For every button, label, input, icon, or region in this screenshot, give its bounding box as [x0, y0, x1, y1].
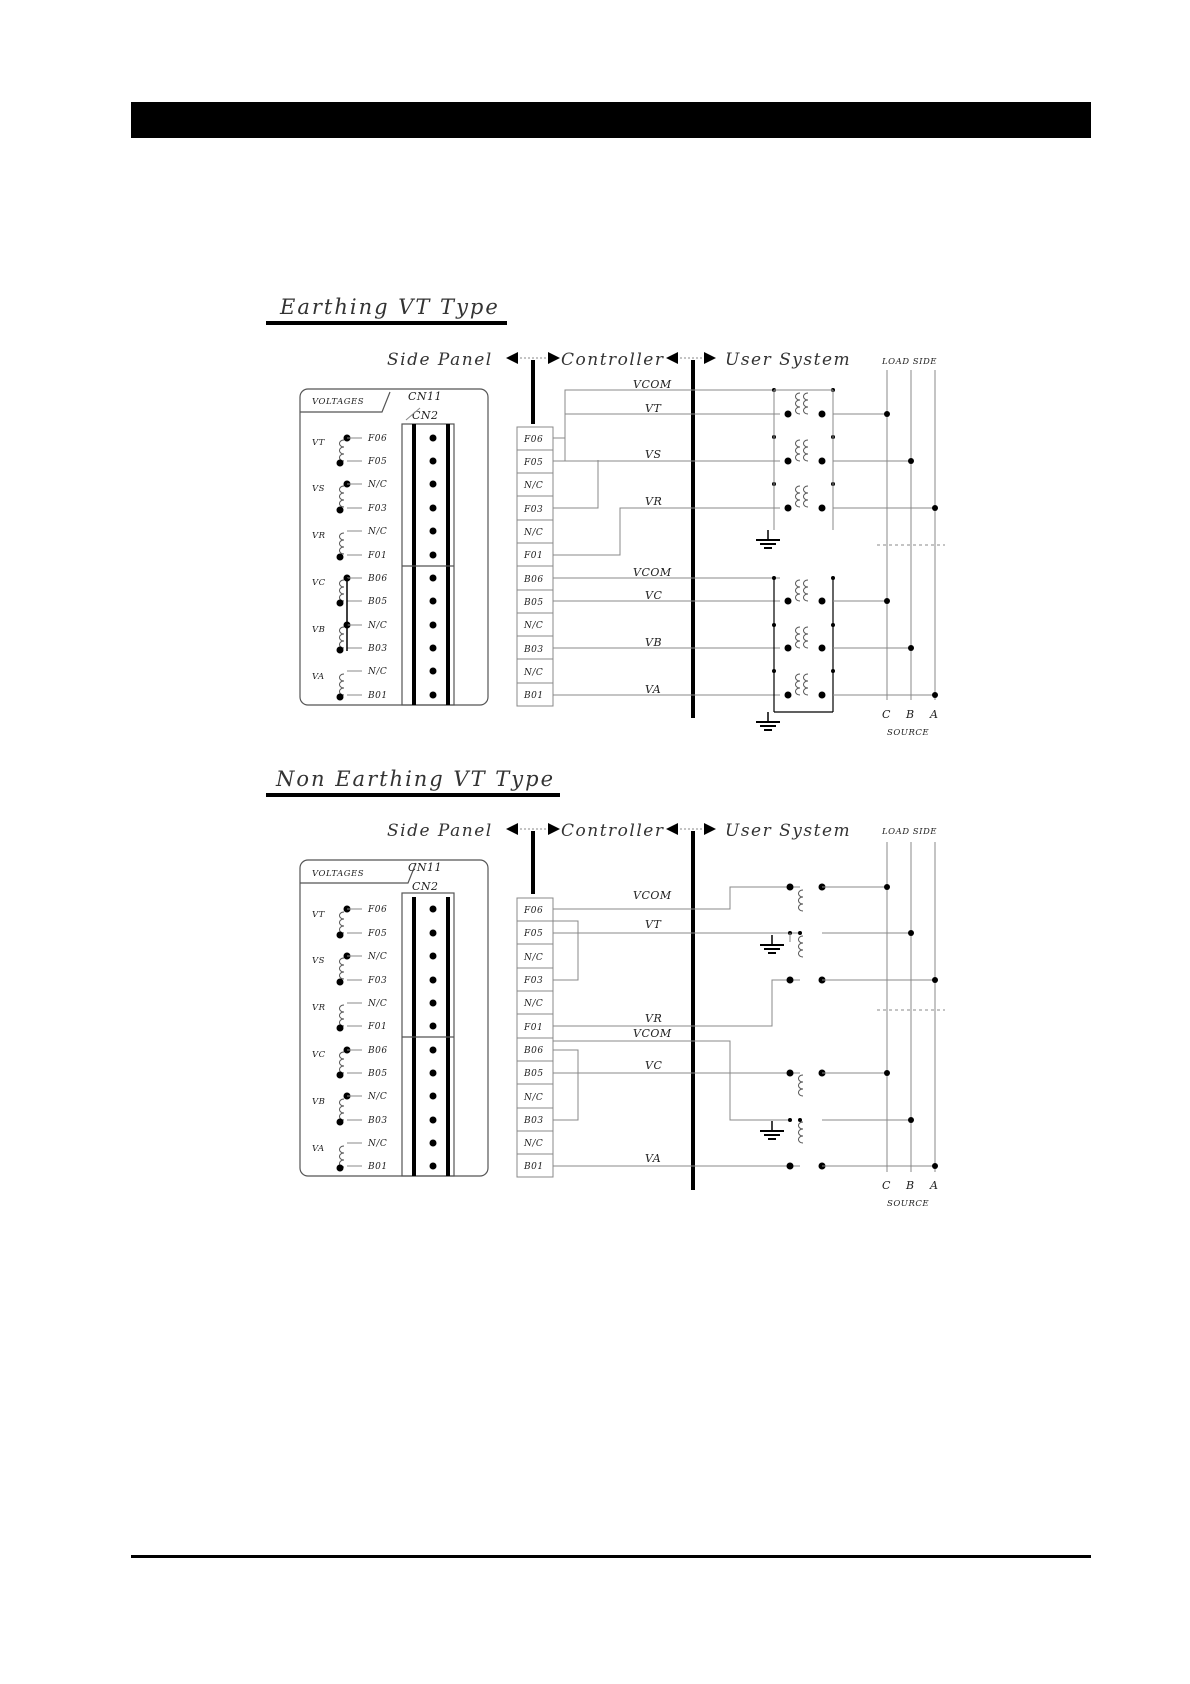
connector-bottom-label: CN2 [412, 880, 439, 893]
signal-label: VCOM [633, 1027, 672, 1040]
controller-terminal: F01 [524, 1023, 544, 1033]
signal-label: VA [645, 683, 662, 696]
load-side-label: LOAD SIDE [882, 827, 937, 837]
controller-terminal: B03 [524, 1116, 544, 1126]
panel-terminal: F05 [368, 457, 388, 467]
group-label-vs: VS [312, 484, 325, 494]
group-label-vs: VS [312, 956, 325, 966]
controller-terminal: N/C [524, 668, 544, 678]
group-label-vc: VC [312, 578, 326, 588]
signal-label: VR [645, 1012, 663, 1025]
panel-terminal: F01 [368, 1022, 388, 1032]
phase-label-c: C [882, 1179, 891, 1192]
phase-lines [833, 370, 945, 700]
controller-terminal: B06 [524, 1046, 544, 1056]
arrow-left-icon [666, 352, 678, 364]
controller-terminal: N/C [524, 528, 544, 538]
controller-terminal: N/C [524, 1139, 544, 1149]
panel-terminal: F03 [368, 504, 388, 514]
arrow-left-icon [666, 823, 678, 835]
panel-terminal: B05 [368, 1069, 388, 1079]
signal-wires [553, 390, 780, 695]
arrow-right-icon [704, 823, 716, 835]
phase-label-c: C [882, 708, 891, 721]
panel-terminal: B06 [368, 1046, 388, 1056]
phase-label-b: B [906, 1179, 915, 1192]
side-panel-header: Side Panel [387, 350, 493, 370]
signal-label: VCOM [633, 378, 672, 391]
group-label-vc: VC [312, 1050, 326, 1060]
controller-header: Controller [561, 821, 665, 841]
arrow-right-icon [548, 352, 560, 364]
controller-terminal: F05 [524, 458, 544, 468]
source-label: SOURCE [887, 728, 930, 738]
controller-terminal-block [517, 898, 553, 1177]
panel-terminal: B03 [368, 644, 388, 654]
controller-terminal: F06 [524, 435, 544, 445]
panel-terminal: N/C [368, 621, 388, 631]
arrow-right-icon [704, 352, 716, 364]
ground-icon [760, 935, 784, 953]
phase-label-a: A [930, 708, 939, 721]
group-label-vb: VB [312, 1097, 326, 1107]
panel-terminal: N/C [368, 999, 388, 1009]
signal-label: VC [645, 589, 663, 602]
page-footer-rule [131, 1555, 1091, 1558]
signal-label: VT [645, 918, 662, 931]
voltages-label: VOLTAGES [312, 869, 365, 879]
arrow-left-icon [506, 352, 518, 364]
controller-terminal: B05 [524, 1069, 544, 1079]
controller-terminal: F03 [524, 505, 544, 515]
load-side-label: LOAD SIDE [882, 357, 937, 367]
controller-terminal: N/C [524, 1093, 544, 1103]
signal-label: VCOM [633, 889, 672, 902]
controller-terminal: B06 [524, 575, 544, 585]
panel-terminal: N/C [368, 480, 388, 490]
panel-terminal: B01 [368, 1162, 388, 1172]
signal-label: VC [645, 1059, 663, 1072]
user-system-header: User System [725, 821, 852, 841]
section-title: Non Earthing VT Type [276, 767, 556, 791]
non-earthing-vt-section [266, 767, 945, 1209]
phase-lines [822, 842, 945, 1172]
controller-terminal: B05 [524, 598, 544, 608]
panel-terminal: N/C [368, 1092, 388, 1102]
ground-icon [760, 1121, 784, 1139]
controller-terminal: B03 [524, 645, 544, 655]
group-label-vr: VR [312, 531, 326, 541]
panel-terminal: N/C [368, 1139, 388, 1149]
signal-wires [553, 887, 800, 1166]
controller-terminal: N/C [524, 621, 544, 631]
group-label-vr: VR [312, 1003, 326, 1013]
connector-top-label: CN11 [408, 390, 443, 403]
voltages-panel [300, 389, 488, 705]
controller-header: Controller [561, 350, 665, 370]
signal-label: VT [645, 402, 662, 415]
phase-label-a: A [930, 1179, 939, 1192]
panel-terminal: B03 [368, 1116, 388, 1126]
controller-terminal: N/C [524, 999, 544, 1009]
ground-icon [756, 712, 780, 730]
section-title: Earthing VT Type [280, 295, 500, 319]
connector-bottom-label: CN2 [412, 409, 439, 422]
panel-terminal: B05 [368, 597, 388, 607]
ground-icon [756, 530, 780, 548]
controller-terminal: B01 [524, 1162, 544, 1172]
arrow-right-icon [548, 823, 560, 835]
group-label-va: VA [312, 1144, 325, 1154]
signal-label: VB [645, 636, 663, 649]
controller-terminal: F06 [524, 906, 544, 916]
connector-top-label: CN11 [408, 861, 443, 874]
earthing-vt-section [266, 295, 945, 738]
panel-terminal: N/C [368, 667, 388, 677]
controller-terminal-block [517, 427, 553, 706]
group-label-vt: VT [312, 438, 325, 448]
signal-label: VCOM [633, 566, 672, 579]
controller-terminal: N/C [524, 481, 544, 491]
controller-terminal: N/C [524, 953, 544, 963]
panel-terminal: F06 [368, 905, 388, 915]
signal-label: VS [645, 448, 662, 461]
source-label: SOURCE [887, 1199, 930, 1209]
user-system-header: User System [725, 350, 852, 370]
group-label-va: VA [312, 672, 325, 682]
voltages-panel [300, 860, 488, 1176]
phase-label-b: B [906, 708, 915, 721]
panel-coils [337, 906, 363, 1172]
controller-terminal: F05 [524, 929, 544, 939]
panel-terminal: F06 [368, 434, 388, 444]
panel-coils [337, 435, 363, 701]
group-label-vt: VT [312, 910, 325, 920]
signal-label: VR [645, 495, 663, 508]
panel-terminal: N/C [368, 527, 388, 537]
vt-transformers [787, 884, 826, 1170]
vt-transformers [772, 388, 835, 712]
arrow-left-icon [506, 823, 518, 835]
signal-label: VA [645, 1152, 662, 1165]
side-panel-header: Side Panel [387, 821, 493, 841]
controller-terminal: F01 [524, 551, 544, 561]
panel-terminal: N/C [368, 952, 388, 962]
panel-terminal: B01 [368, 691, 388, 701]
panel-terminal: F03 [368, 976, 388, 986]
panel-terminal: F05 [368, 929, 388, 939]
voltages-label: VOLTAGES [312, 397, 365, 407]
panel-terminal: B06 [368, 574, 388, 584]
controller-terminal: B01 [524, 691, 544, 701]
panel-terminal: F01 [368, 551, 388, 561]
controller-terminal: F03 [524, 976, 544, 986]
group-label-vb: VB [312, 625, 326, 635]
